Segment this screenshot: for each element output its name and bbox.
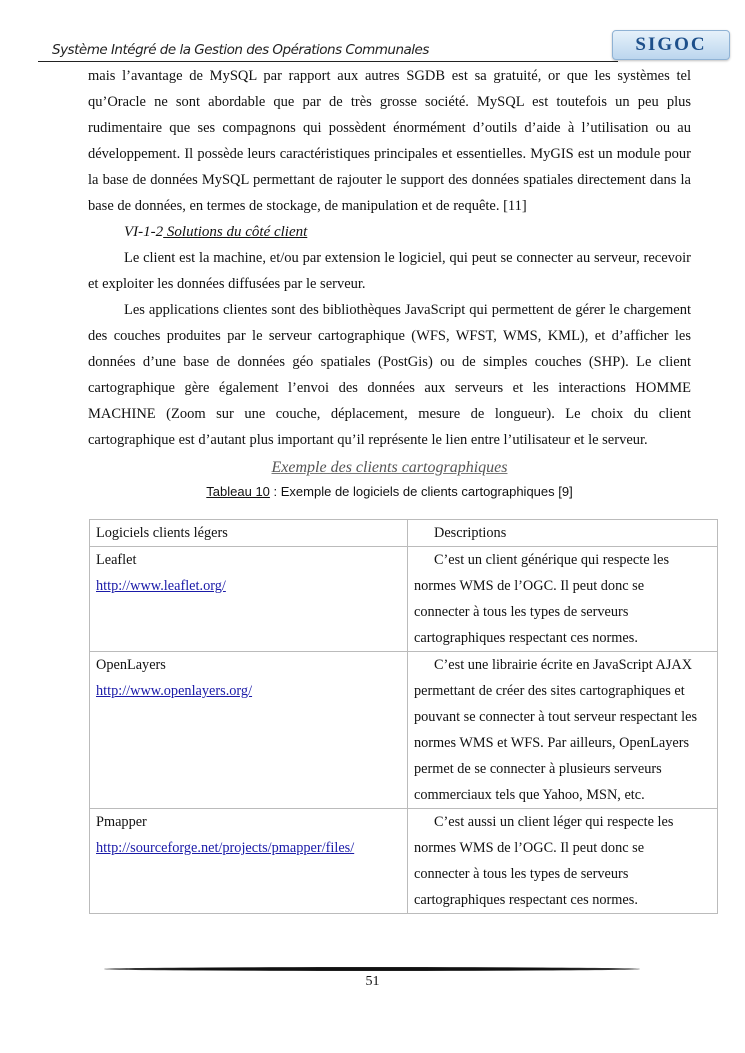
running-header-title: Système Intégré de la Gestion des Opérations Communales bbox=[52, 42, 429, 58]
client-cell bbox=[90, 652, 408, 809]
table-caption bbox=[88, 481, 691, 503]
client-description: C’est aussi un client léger qui respecte les normes WMS de l’OGC. Il peut donc se connecter à tous les types de serveurs cartographiques respectant ces normes. bbox=[408, 809, 718, 914]
column-header-descriptions: Descriptions bbox=[408, 520, 718, 547]
table-row bbox=[90, 652, 718, 809]
body-paragraph: mais l’avantage de MySQL par rapport aux autres SGDB est sa gratuité, or que les systèmes tel qu’Oracle ne sont abordable que par de très grosse société. MySQL est toutefois un peu plus rudimentaire que ses compagnons qui possèdent énormément d’outils d’aide à l’utilisation ou au développement. Il possède leurs caractéristiques principales et essentielles. MyGIS est un module pour la base de données MySQL permettant de rajouter le support des données spatiales directement dans la base de données, en termes de stockage, de manipulation et de requête. [11] bbox=[88, 68, 691, 214]
sigoc-logo bbox=[612, 30, 730, 60]
logo-text: SIGOC bbox=[635, 34, 707, 55]
page-number: 51 bbox=[365, 974, 380, 989]
client-cell bbox=[90, 547, 408, 652]
body-paragraph: Les applications clientes sont des bibliothèques JavaScript qui permettent de gérer le chargement des couches produites par le serveur cartographique (WFS, WFST, WMS, KML), et d’afficher les données d’une base de données géo spatiales (PostGis) ou de simples couches (SHP). Le client cartographique gère également l’envoi des données aux serveurs et les interactions HOMME MACHINE (Zoom sur une couche, déplacement, mesure de longueur). Le choix du client cartographique est d’autant plus important qu’il représente le lien entre l’utilisateur et le serveur. bbox=[88, 302, 691, 448]
client-description: C’est un client générique qui respecte les normes WMS de l’OGC. Il peut donc se connecter à tous les types de serveurs cartographiques respectant ces normes. bbox=[408, 547, 718, 652]
subsection-heading bbox=[124, 219, 691, 245]
client-cell bbox=[90, 809, 408, 914]
clients-table bbox=[89, 519, 718, 914]
table-caption-text: : Exemple de logiciels de clients cartographiques [9] bbox=[269, 484, 573, 499]
client-description: C’est une librairie écrite en JavaScript AJAX permettant de créer des sites cartographiques et pouvant se connecter à tout serveur respectant les normes WMS et WFS. Par ailleurs, OpenLayers permet de se connecter à plusieurs serveurs commerciaux tels que Yahoo, MSN, etc. bbox=[408, 652, 718, 809]
footer-rule bbox=[104, 967, 640, 971]
client-name: OpenLayers bbox=[96, 657, 166, 673]
table-row bbox=[90, 547, 718, 652]
subsection-title: Solutions du côté client bbox=[163, 224, 308, 240]
subsection-number: VI-1-2 bbox=[124, 224, 164, 240]
client-name: Leaflet bbox=[96, 552, 137, 568]
client-link[interactable]: http://sourceforge.net/projects/pmapper/files/ bbox=[96, 840, 355, 856]
client-name: Pmapper bbox=[96, 814, 147, 830]
body-paragraph: Le client est la machine, et/ou par extension le logiciel, qui peut se connecter au serveur, recevoir et exploiter les données diffusées par le serveur. bbox=[88, 250, 691, 292]
page-content bbox=[88, 63, 691, 507]
client-link[interactable]: http://www.leaflet.org/ bbox=[96, 578, 226, 594]
client-link[interactable]: http://www.openlayers.org/ bbox=[96, 683, 253, 699]
table-caption-label: Tableau 10 bbox=[206, 484, 270, 499]
table-header-row bbox=[90, 520, 718, 547]
column-header-clients: Logiciels clients légers bbox=[90, 520, 408, 547]
example-title: Exemple des clients cartographiques bbox=[271, 459, 508, 476]
table-row bbox=[90, 809, 718, 914]
